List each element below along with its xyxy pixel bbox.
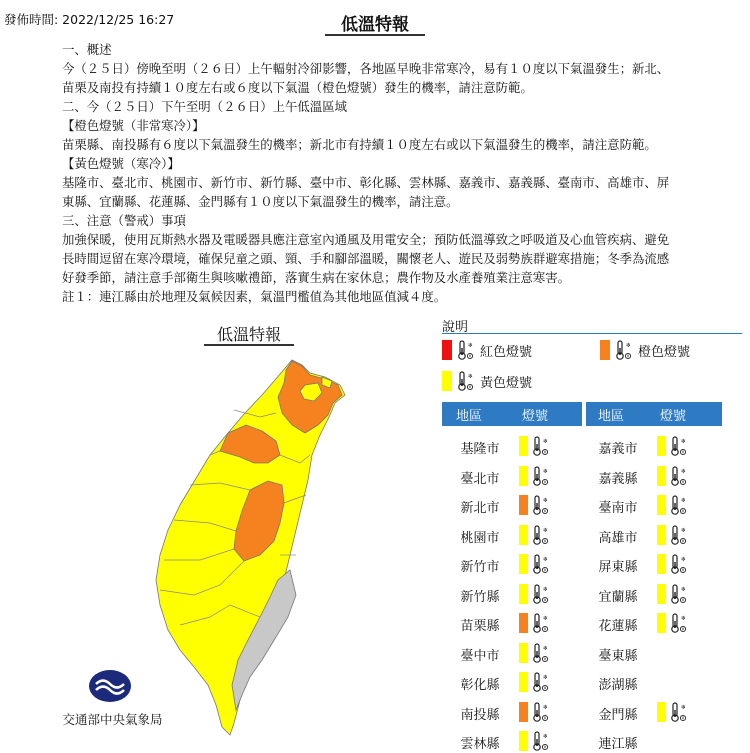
table-row — [446, 700, 582, 724]
thermometer-cold-icon — [531, 612, 549, 634]
thermometer-cold-icon — [456, 370, 474, 392]
svg-text:❄: ❄ — [681, 467, 687, 475]
table-row — [584, 434, 720, 458]
title-underline — [325, 34, 425, 36]
legend-red — [442, 339, 532, 361]
col-region: 地區 — [598, 409, 625, 424]
thermometer-cold-icon — [531, 583, 549, 605]
svg-text:❄: ❄ — [681, 526, 687, 534]
region-name: 苗栗縣 — [460, 619, 500, 634]
svg-text:❄: ❄ — [543, 585, 549, 593]
warning-light — [657, 702, 666, 722]
thermometer-cold-icon — [669, 524, 687, 546]
warning-light — [657, 436, 666, 456]
legend-yellow — [442, 370, 532, 392]
svg-text:❄: ❄ — [543, 556, 549, 563]
svg-text:❄: ❄ — [626, 342, 632, 349]
text-line: 好發季節，請注意手部衛生與咳嗽禮節，落實生病在家休息；農作物及水產養殖業注意寒害。 — [62, 270, 571, 285]
table-row — [584, 464, 720, 488]
region-name: 臺東縣 — [598, 648, 638, 664]
svg-text:❄: ❄ — [543, 674, 549, 681]
thermometer-cold-icon — [531, 730, 549, 752]
region-name: 臺南市 — [598, 501, 638, 516]
text-line: 苗栗及南投有持續１０度左右或６度以下氣溫（橙色燈號）發生的機率，請注意防範。 — [62, 80, 533, 95]
table-row — [446, 434, 582, 458]
legend-underline — [442, 333, 742, 334]
text-line: 【橙色燈號（非常寒冷）】 — [62, 118, 205, 133]
thermometer-cold-icon — [531, 642, 549, 664]
svg-text:❄: ❄ — [681, 438, 687, 445]
table-row — [584, 611, 720, 635]
text-line: 二、今（２５日）下午至明（２６日）上午低溫區域 — [62, 99, 347, 114]
region-name: 新竹縣 — [460, 589, 500, 605]
thermometer-cold-icon — [531, 671, 549, 693]
text-line: 註１：連江縣由於地理及氣候因素，氣溫門檻值為其他地區值減４度。 — [62, 289, 447, 304]
region-name: 高雄市 — [598, 530, 638, 546]
agency-name: 交通部中央氣象局 — [62, 712, 163, 727]
svg-text:❄: ❄ — [543, 644, 549, 652]
svg-text:❄: ❄ — [543, 703, 549, 711]
svg-text:❄: ❄ — [681, 556, 687, 563]
region-name: 雲林縣 — [460, 737, 500, 752]
warning-light — [657, 584, 666, 604]
svg-text:❄: ❄ — [681, 703, 687, 711]
text-line: 一、概述 — [62, 42, 112, 57]
svg-text:❄: ❄ — [543, 438, 549, 445]
thermometer-cold-icon — [669, 435, 687, 457]
region-name: 臺北市 — [460, 471, 500, 487]
table-row — [446, 611, 582, 635]
svg-text:❄: ❄ — [543, 733, 549, 740]
table-row — [446, 523, 582, 547]
map-title: 低溫特報 — [216, 325, 281, 344]
region-name: 宜蘭縣 — [598, 589, 638, 605]
legend-red-swatch — [442, 340, 452, 360]
col-light: 燈號 — [660, 409, 687, 424]
svg-text:❄: ❄ — [543, 615, 549, 622]
col-region: 地區 — [456, 409, 483, 424]
thermometer-cold-icon — [669, 553, 687, 575]
table-row — [584, 582, 720, 606]
region-name: 嘉義市 — [598, 442, 638, 457]
region-name: 臺中市 — [460, 648, 500, 664]
warning-light — [519, 702, 528, 722]
svg-text:❄: ❄ — [681, 497, 687, 504]
text-line: 三、注意（警戒）事項 — [62, 213, 186, 228]
text-line: 【黃色燈號（寒冷）】 — [62, 156, 180, 171]
thermometer-cold-icon — [531, 465, 549, 487]
table-row — [584, 670, 720, 694]
table-row — [446, 464, 582, 488]
thermometer-cold-icon — [456, 339, 474, 361]
region-name: 嘉義縣 — [598, 471, 638, 487]
warning-light — [519, 554, 528, 574]
table-header-right — [586, 402, 722, 426]
warning-light — [519, 466, 528, 486]
thermometer-cold-icon — [531, 494, 549, 516]
text-line: 苗栗縣、南投縣有６度以下氣溫發生的機率；新北市有持續１０度左右或以下氣溫發生的機率，請注意防範。 — [62, 137, 657, 152]
table-row — [446, 729, 582, 753]
region-name: 花蓮縣 — [598, 619, 638, 634]
region-name: 金門縣 — [598, 707, 638, 723]
warning-light — [519, 613, 528, 633]
region-name: 基隆市 — [460, 442, 500, 457]
svg-text:❄: ❄ — [543, 467, 549, 475]
warning-light — [657, 466, 666, 486]
thermometer-cold-icon — [531, 435, 549, 457]
warning-light — [519, 525, 528, 545]
text-line: 今（２５日）傍晚至明（２６日）上午輻射冷卻影響，各地區早晚非常寒冷，易有１０度以下氣溫發生；新北、 — [62, 61, 670, 76]
legend-orange — [600, 339, 690, 361]
warning-light — [519, 584, 528, 604]
table-row — [446, 552, 582, 576]
warning-light — [519, 495, 528, 515]
warning-light — [519, 731, 528, 751]
svg-text:❄: ❄ — [468, 342, 474, 349]
legend-orange-label: 橙色燈號 — [638, 344, 691, 360]
cwb-logo-icon — [88, 668, 132, 704]
warning-light — [519, 643, 528, 663]
legend-title: 說明 — [442, 320, 469, 335]
svg-text:❄: ❄ — [681, 615, 687, 622]
legend-yellow-label: 黃色燈號 — [480, 375, 533, 391]
table-row — [584, 493, 720, 517]
warning-light — [519, 672, 528, 692]
page-title: 低溫特報 — [341, 15, 409, 35]
svg-text:❄: ❄ — [681, 585, 687, 593]
region-name: 屏東縣 — [598, 560, 638, 575]
table-header-left — [442, 402, 582, 426]
table-row — [584, 729, 720, 753]
table-row — [446, 641, 582, 665]
table-row — [584, 552, 720, 576]
warning-text — [62, 40, 702, 306]
table-row — [584, 641, 720, 665]
legend-red-label: 紅色燈號 — [480, 344, 533, 360]
region-name: 彰化縣 — [460, 678, 500, 693]
table-row — [584, 523, 720, 547]
publish-time: 發佈時間: 2022/12/25 16:27 — [4, 12, 175, 27]
table-row — [446, 670, 582, 694]
map-title-underline — [204, 344, 294, 346]
warning-light — [519, 436, 528, 456]
region-name: 南投縣 — [460, 707, 500, 723]
table-row — [446, 582, 582, 606]
table-row — [584, 700, 720, 724]
taiwan-map — [150, 355, 360, 740]
thermometer-cold-icon — [531, 524, 549, 546]
col-light: 燈號 — [522, 409, 549, 424]
svg-text:❄: ❄ — [543, 526, 549, 534]
region-name: 新竹市 — [460, 560, 500, 575]
thermometer-cold-icon — [614, 339, 632, 361]
thermometer-cold-icon — [669, 701, 687, 723]
thermometer-cold-icon — [531, 553, 549, 575]
region-name: 新北市 — [460, 501, 500, 516]
warning-light — [657, 613, 666, 633]
thermometer-cold-icon — [669, 583, 687, 605]
warning-light — [657, 525, 666, 545]
thermometer-cold-icon — [669, 465, 687, 487]
region-name: 桃園市 — [460, 530, 500, 546]
thermometer-cold-icon — [669, 494, 687, 516]
region-name: 連江縣 — [598, 737, 638, 752]
thermometer-cold-icon — [669, 612, 687, 634]
svg-text:❄: ❄ — [468, 373, 474, 380]
legend-yellow-swatch — [442, 371, 452, 391]
warning-light — [657, 554, 666, 574]
svg-text:❄: ❄ — [543, 497, 549, 504]
region-name: 澎湖縣 — [598, 678, 638, 693]
thermometer-cold-icon — [531, 701, 549, 723]
text-line: 東縣、宜蘭縣、花蓮縣、金門縣有１０度以下氣溫發生的機率，請注意。 — [62, 194, 459, 209]
table-row — [446, 493, 582, 517]
legend-orange-swatch — [600, 340, 610, 360]
text-line: 基隆市、臺北市、桃園市、新竹市、新竹縣、臺中市、彰化縣、雲林縣、嘉義市、嘉義縣、臺南市、高雄市、屏 — [62, 175, 670, 190]
text-line: 長時間逗留在寒冷環境，確保兒童之頭、頸、手和腳部溫暖，關懷老人、遊民及弱勢族群避寒措施；冬季為流感 — [62, 251, 670, 266]
warning-light — [657, 495, 666, 515]
text-line: 加強保暖，使用瓦斯熱水器及電暖器具應注意室內通風及用電安全；預防低溫導致之呼吸道及心血管疾病、避免 — [62, 232, 670, 247]
